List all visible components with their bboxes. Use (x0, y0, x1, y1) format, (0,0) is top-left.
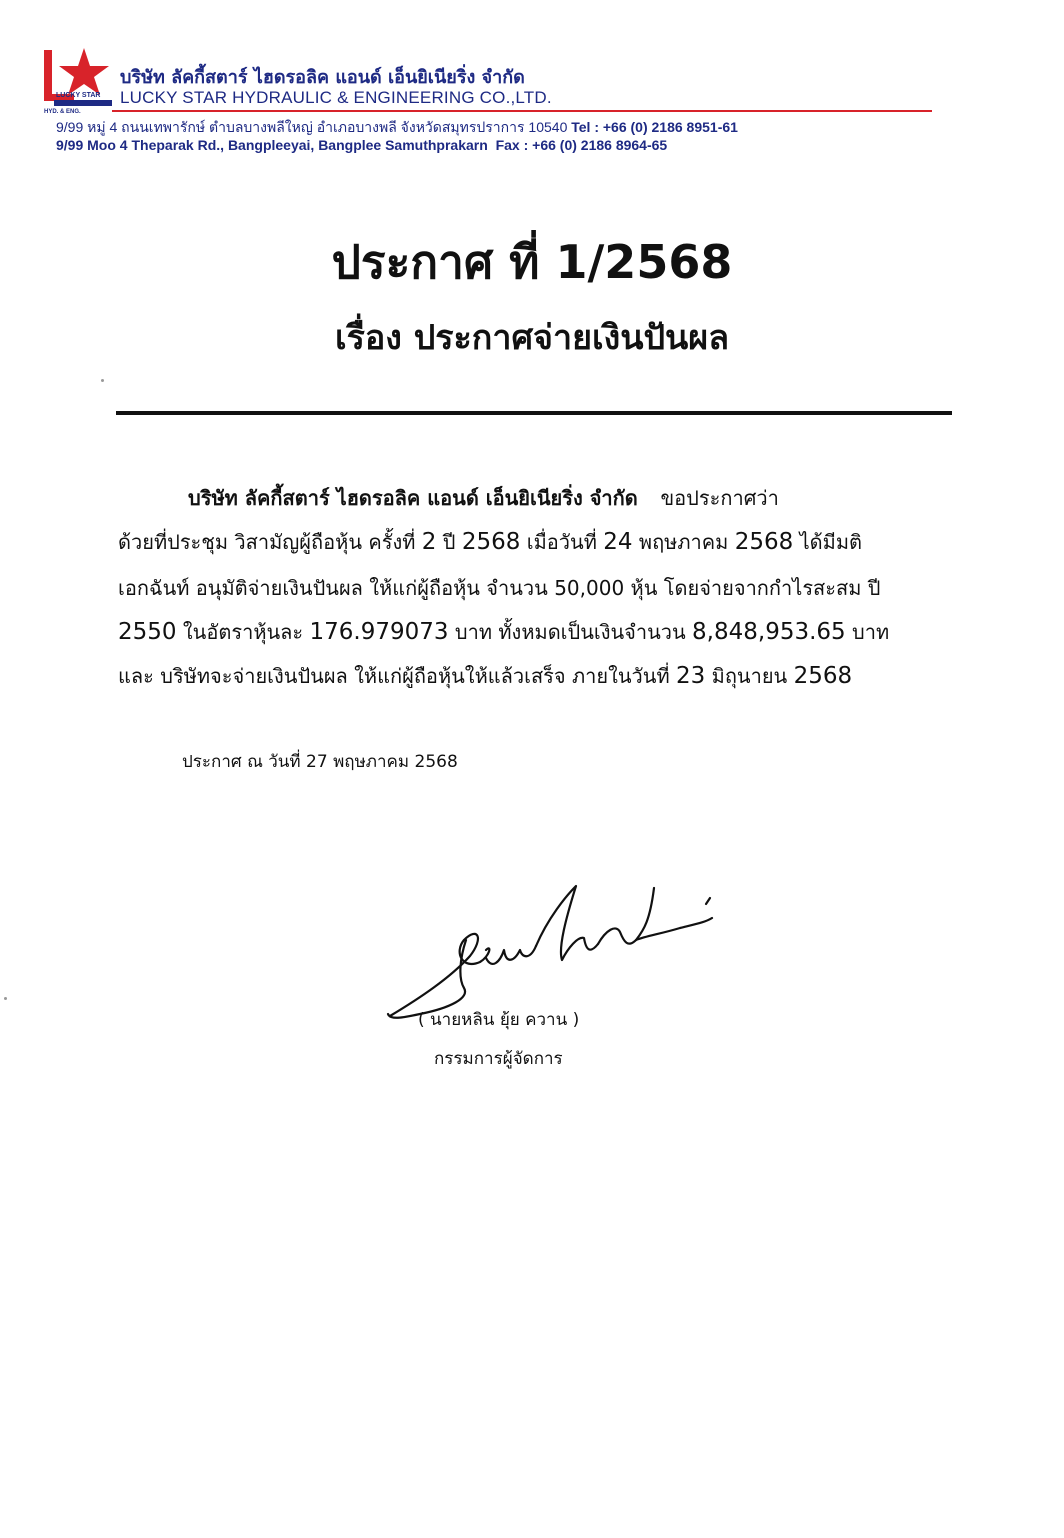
body-text: เมื่อวันที่ (526, 530, 597, 554)
announce-intro: ขอประกาศว่า (660, 486, 779, 510)
body-text: ในอัตราหุ้นละ (182, 620, 304, 644)
logo-text-top: LUCKY STAR (56, 92, 101, 99)
scan-speck (101, 379, 104, 382)
body-text: ได้มีมติ (799, 530, 863, 554)
body-line-5 (118, 660, 852, 692)
signer-name: ( นายหลิน ยุ้ย ควาน ) (418, 1010, 580, 1030)
signer-title: กรรมการผู้จัดการ (434, 1049, 563, 1069)
share-count: 50,000 (554, 576, 625, 600)
body-line-3 (118, 572, 880, 604)
fax-number: Fax : +66 (0) 2186 8964-65 (495, 137, 668, 153)
announcement-subject: เรื่อง ประกาศจ่ายเงินปันผล (334, 318, 730, 358)
meeting-month: พฤษภาคม (638, 530, 729, 554)
body-company-name: บริษัท ลัคกี้สตาร์ ไฮดรอลิค แอนด์ เอ็นยิเนียริ่ง จำกัด (188, 486, 638, 510)
total-amount: 8,848,953.65 (692, 619, 846, 645)
body-line-2 (118, 526, 862, 558)
pay-month: มิถุนายน (711, 664, 788, 688)
meeting-day: 24 (603, 529, 633, 555)
announcement-date: ประกาศ ณ วันที่ 27 พฤษภาคม 2568 (182, 752, 458, 772)
announcement-title: ประกาศ ที่ 1/2568 (331, 235, 733, 289)
company-logo (40, 42, 116, 118)
pay-year: 2568 (793, 663, 853, 689)
profit-year: 2550 (118, 619, 177, 645)
logo-text-bottom: HYD. & ENG. (44, 109, 81, 115)
meeting-number: 2 (421, 529, 437, 555)
body-line-4 (118, 616, 889, 648)
body-text: บาท (852, 620, 890, 644)
meeting-date-year: 2568 (734, 529, 794, 555)
address-en-line (56, 137, 667, 153)
tel-number: Tel : +66 (0) 2186 8951-61 (571, 119, 738, 135)
body-text: เอกฉันท์ อนุมัติจ่ายเงินปันผล ให้แก่ผู้ถือหุ้น จำนวน (118, 576, 548, 600)
title-divider (116, 411, 952, 415)
body-text: ปี (442, 530, 456, 554)
body-text: ด้วยที่ประชุม วิสามัญผู้ถือหุ้น ครั้งที่ (118, 530, 416, 554)
address-en: 9/99 Moo 4 Theparak Rd., Bangpleeyai, Bangplee Samuthprakarn (56, 137, 488, 153)
address-th: 9/99 หมู่ 4 ถนนเทพารักษ์ ตำบลบางพลีใหญ่ อำเภอบางพลี จังหวัดสมุทรปราการ 10540 (56, 119, 568, 135)
scan-speck (4, 997, 7, 1000)
company-name-th: บริษัท ลัคกี้สตาร์ ไฮดรอลิค แอนด์ เอ็นยิเนียริ่ง จำกัด (120, 67, 525, 88)
address-th-line (56, 117, 738, 139)
company-name-en: LUCKY STAR HYDRAULIC & ENGINEERING CO.,LTD. (120, 88, 552, 107)
pay-day: 23 (676, 663, 706, 689)
header-rule (112, 110, 932, 112)
meeting-year: 2568 (461, 529, 521, 555)
rate-per-share: 176.979073 (309, 619, 449, 645)
body-text: หุ้น โดยจ่ายจากกำไรสะสม ปี (630, 576, 881, 600)
body-text: และ บริษัทจะจ่ายเงินปันผล ให้แก่ผู้ถือหุ้นให้แล้วเสร็จ ภายในวันที่ (118, 664, 670, 688)
body-text: บาท ทั้งหมดเป็นเงินจำนวน (454, 620, 686, 644)
body-line-1 (188, 482, 779, 514)
